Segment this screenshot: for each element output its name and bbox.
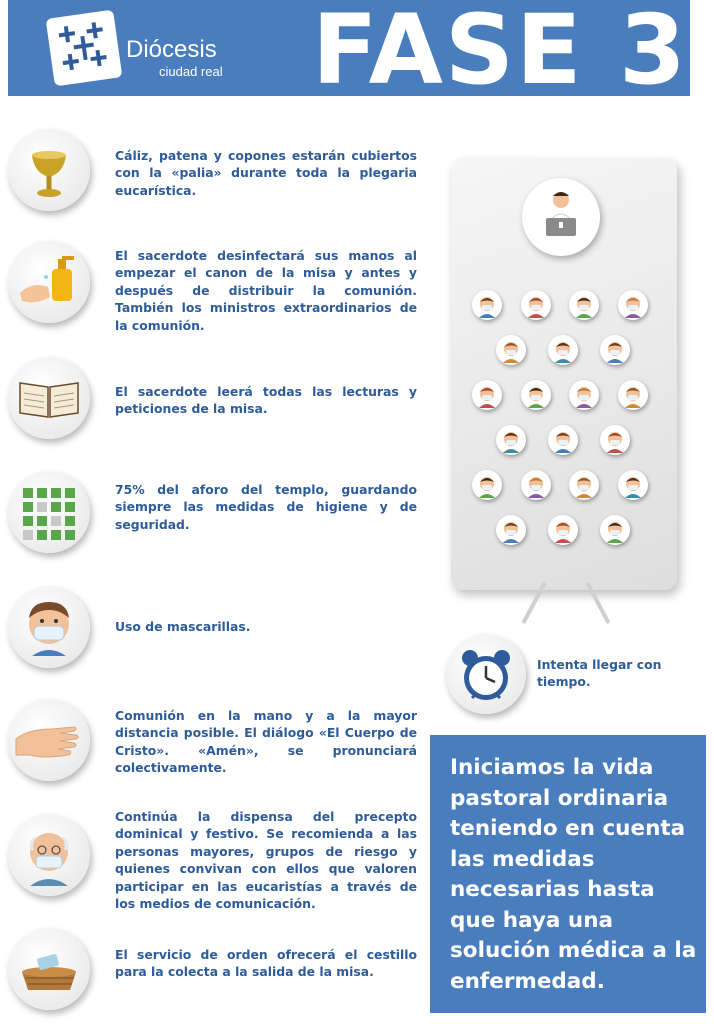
masked-person-icon	[569, 470, 599, 500]
closing-panel	[430, 735, 706, 1013]
elderly-person-icon	[8, 814, 90, 896]
priest-at-lectern-icon	[522, 178, 600, 256]
masked-person-icon	[600, 335, 630, 365]
masked-person-icon	[496, 425, 526, 455]
masked-person-icon	[496, 515, 526, 545]
brand-name: Diócesis	[126, 36, 217, 63]
item-text-basket: El servicio de orden ofrecerá el cestillo para la colecta a la salida de la misa.	[115, 947, 417, 980]
masked-person-icon	[521, 290, 551, 320]
masked-person-icon	[472, 290, 502, 320]
masked-person-icon	[618, 470, 648, 500]
masked-person-icon	[618, 380, 648, 410]
alarm-clock-icon	[446, 634, 526, 714]
clock-text: Intenta llegar con tiempo.	[537, 657, 662, 689]
masked-person-icon	[472, 470, 502, 500]
item-text-communion: Comunión en la mano y a la mayor distancia posible. El diálogo «El Cuerpo de Cristo». «Amén», se pronunciará colectivamente.	[115, 708, 417, 776]
closing-text: Iniciamos la vida pastoral ordinaria teniendo en cuenta las medidas necesarias hasta que haya una solución médica a la enfermedad.	[450, 755, 697, 994]
seating-grid-icon	[8, 471, 90, 553]
brand-subtitle: ciudad real	[159, 64, 223, 79]
item-text-capacity: 75% del aforo del templo, guardando siempre las medidas de higiene y de seguridad.	[115, 482, 417, 532]
masked-person-icon	[618, 290, 648, 320]
masked-person-icon	[600, 515, 630, 545]
masked-face-icon	[8, 586, 90, 668]
item-text-dispensation: Continúa la dispensa del precepto dominical y festivo. Se recomienda a las personas mayores, grupos de riesgo y quienes convivan con ellos que valoren participar en las eucaristías a través de los medios de comunicación.	[115, 809, 417, 912]
item-text-mask: Uso de mascarillas.	[115, 619, 251, 634]
chalice-icon	[8, 129, 90, 211]
cross-logo-icon	[46, 10, 123, 87]
masked-person-icon	[521, 380, 551, 410]
item-text-sanitizer: El sacerdote desinfectará sus manos al empezar el canon de la misa y antes y después de distribuir la comunión. También los ministros extraordinarios de la comunión.	[115, 248, 417, 333]
masked-person-icon	[600, 425, 630, 455]
masked-person-icon	[548, 425, 578, 455]
masked-person-icon	[548, 335, 578, 365]
open-hand-icon	[8, 699, 90, 781]
item-text-chalice: Cáliz, patena y copones estarán cubiertos con la «palia» durante toda la plegaria eucarística.	[115, 148, 417, 198]
masked-person-icon	[496, 335, 526, 365]
open-book-icon	[8, 357, 90, 439]
masked-person-icon	[569, 380, 599, 410]
header-banner	[8, 0, 690, 106]
masked-person-icon	[569, 290, 599, 320]
item-text-book: El sacerdote leerá todas las lecturas y peticiones de la misa.	[115, 384, 417, 417]
masked-person-icon	[521, 470, 551, 500]
masked-person-icon	[548, 515, 578, 545]
collection-basket-icon	[8, 928, 90, 1010]
page-title: FASE 3	[312, 0, 688, 106]
hand-sanitizer-icon	[8, 241, 90, 323]
masked-person-icon	[472, 380, 502, 410]
